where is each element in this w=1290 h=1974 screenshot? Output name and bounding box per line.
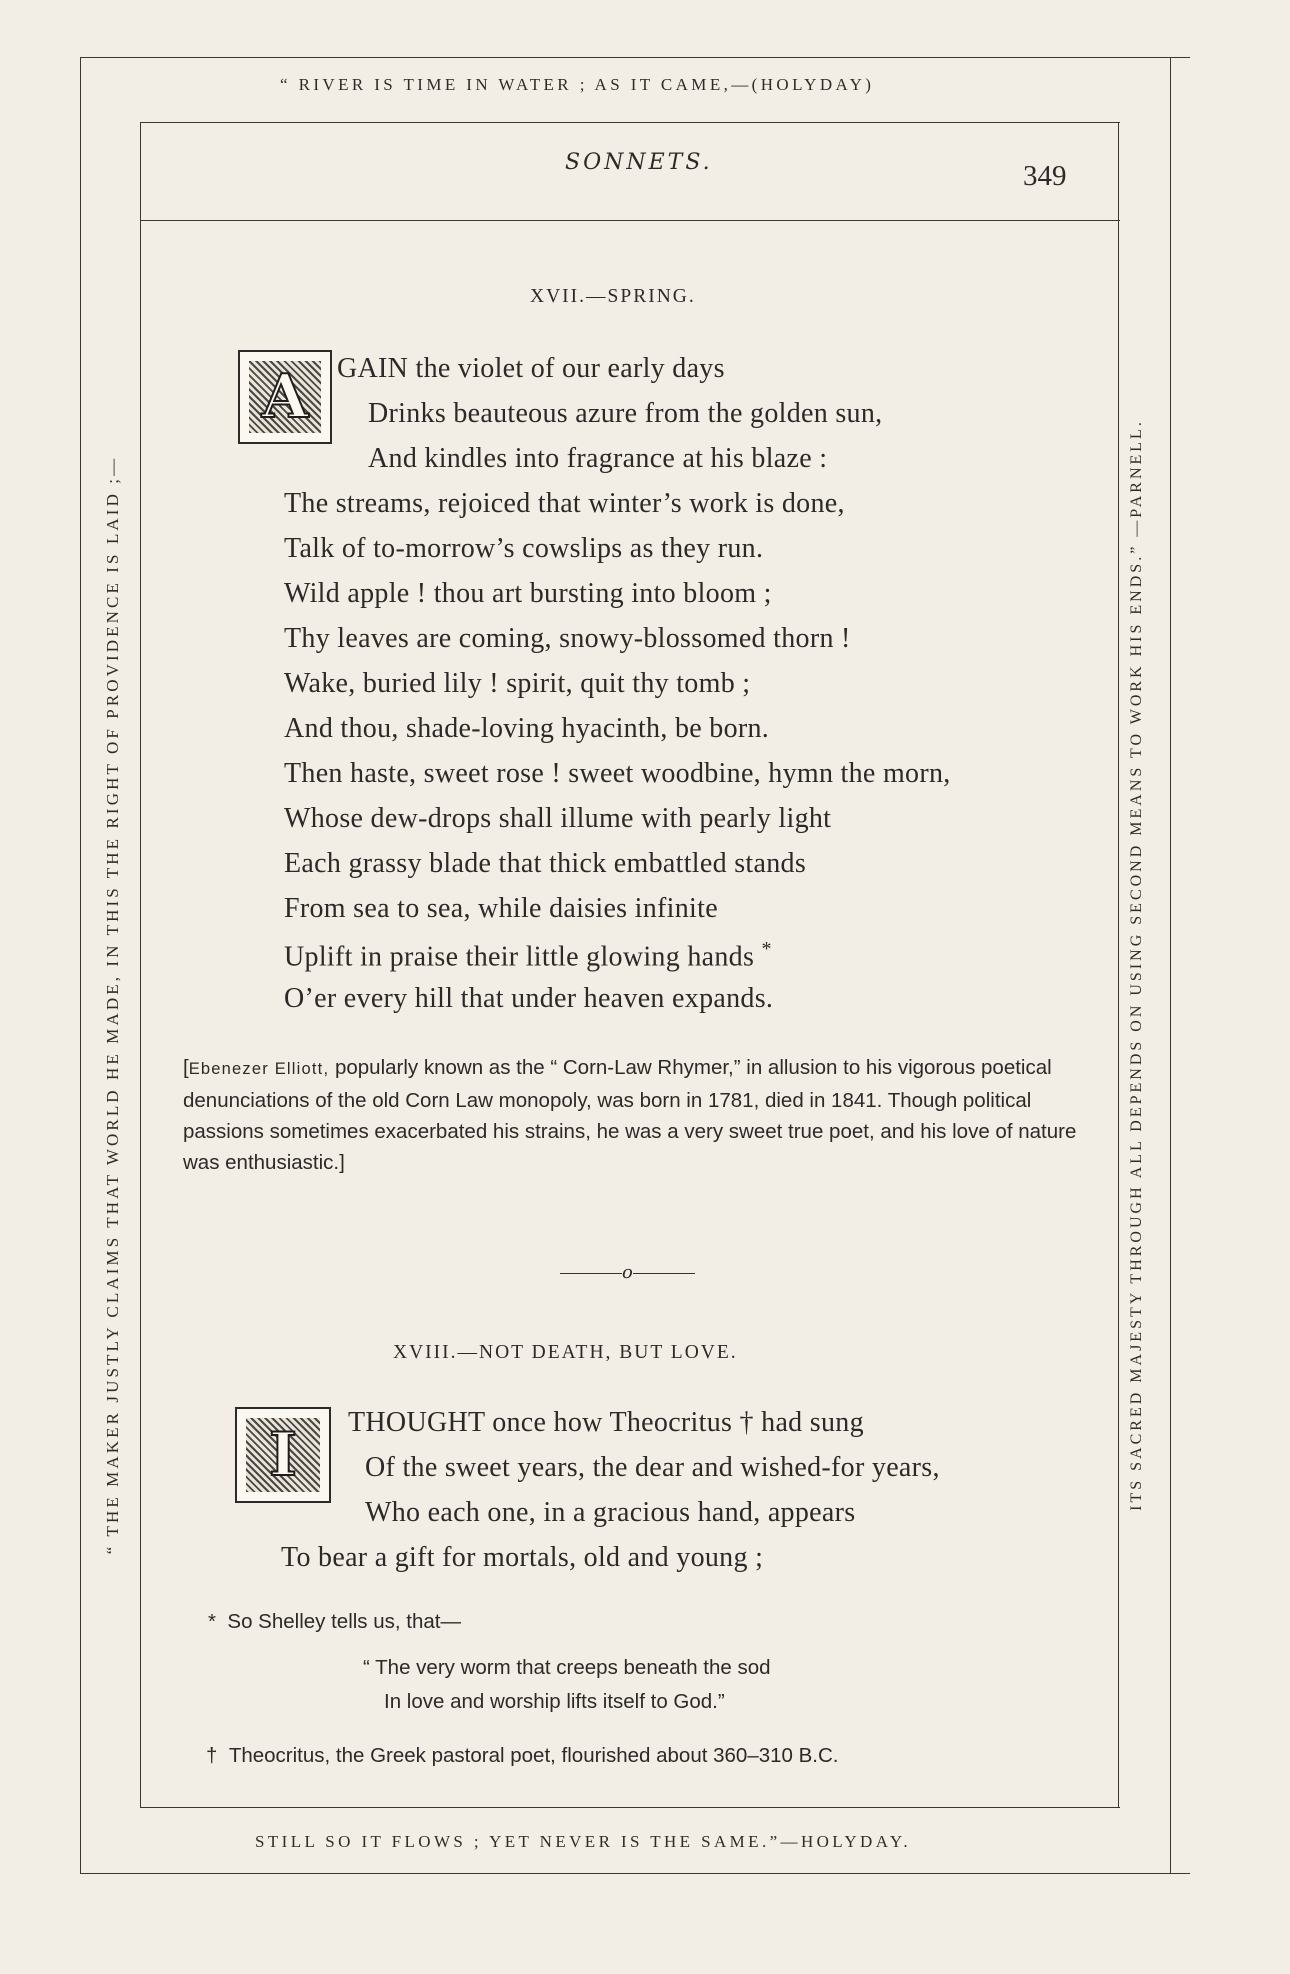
separator-mark: o [622,1262,633,1283]
inner-left-rule [140,122,141,1807]
dropcap-a-ornament [238,350,332,444]
poem2-line-end: had sung [753,1407,864,1438]
outer-bottom-rule [80,1873,1190,1874]
footnote-dagger-mark: † [739,1407,754,1438]
poem1-line: Wild apple ! thou art bursting into bloom ; [284,578,772,609]
poem2-line-text: THOUGHT once how Theocritus [348,1407,733,1438]
poem1-line: And thou, shade-loving hyacinth, be born. [284,713,770,744]
dropcap-i-ornament [235,1407,331,1503]
poem1-line-with-mark [284,938,772,973]
poem1-line: From sea to sea, while daisies infinite [284,893,718,924]
separator-rule-right [633,1273,695,1274]
poem1-title: XVII.—SPRING. [530,286,696,307]
note-author: Ebenezer Elliott, [188,1060,330,1078]
inner-bottom-rule [140,1807,1120,1808]
right-border-motto: ITS SACRED MAJESTY THROUGH ALL DEPENDS ON USING SECOND MEANS TO WORK HIS ENDS.” —PARNELL. [1128,419,1145,1511]
poem2-line: To bear a gift for mortals, old and young ; [281,1542,764,1573]
header-rule [140,220,1120,221]
poem1-line: O’er every hill that under heaven expands. [284,983,774,1014]
footnote-star-text: So Shelley tells us, that— [227,1610,461,1633]
poem1-line: The streams, rejoiced that winter’s work is done, [284,488,845,519]
top-border-motto: “ RIVER IS TIME IN WATER ; AS IT CAME,—(HOLYDAY) [280,75,875,94]
poem2-title: XVIII.—NOT DEATH, BUT LOVE. [393,1342,738,1363]
outer-top-rule [80,57,1190,58]
poem1-line: Talk of to-morrow’s cowslips as they run. [284,533,764,564]
left-border-motto: “ THE MAKER JUSTLY CLAIMS THAT WORLD HE MADE, IN THIS THE RIGHT OF PROVIDENCE IS LAID ;— [103,455,122,1555]
author-note [183,1052,1083,1178]
poem1-line: GAIN the violet of our early days [337,353,725,384]
poem1-line: Drinks beauteous azure from the golden sun, [368,398,883,429]
separator-rule-left [560,1273,622,1274]
footnote-quote-line: “ The very worm that creeps beneath the sod [363,1656,771,1679]
note-open-bracket: [ [183,1056,189,1079]
poem1-line: Wake, buried lily ! spirit, quit thy tomb ; [284,668,751,699]
poem2-line: Of the sweet years, the dear and wished-for years, [365,1452,940,1483]
outer-left-rule [80,57,81,1873]
poem1-line: Then haste, sweet rose ! sweet woodbine, hymn the morn, [284,758,951,789]
dropcap-letter: A [261,362,309,432]
footnote-quote-line: In love and worship lifts itself to God.” [384,1690,725,1713]
poem2-line-with-mark [348,1407,864,1439]
footnote-star-mark: * [761,938,772,960]
poem1-line: Thy leaves are coming, snowy-blossomed thorn ! [284,623,851,654]
poem1-line: Each grassy blade that thick embattled stands [284,848,807,879]
outer-right-rule [1170,57,1171,1873]
dropcap-letter: I [268,1420,298,1490]
inner-right-rule [1118,122,1119,1807]
footnote-dagger-text: Theocritus, the Greek pastoral poet, flourished about 360–310 B.C. [228,1744,839,1767]
footnote-dagger [206,1744,839,1768]
page-number: 349 [1023,160,1067,192]
inner-top-rule [140,122,1120,123]
note-text: popularly known as the “ Corn-Law Rhymer,” in allusion to his vigorous poetical denunciations of the old Corn Law monopoly, was born in 1781, died in 1841. Though political passions sometimes exacerbated his strains, he was a very sweet true poet, and his love of nature was enthusiastic.] [183,1056,1077,1174]
poem1-line: Whose dew-drops shall illume with pearly light [284,803,832,834]
poem1-line-text: Uplift in praise their little glowing hands [284,941,755,973]
footnote-star [208,1610,461,1634]
section-separator [560,1262,695,1283]
footnote-star-symbol: * [208,1610,216,1633]
poem1-line: And kindles into fragrance at his blaze : [368,443,828,474]
poem2-line: Who each one, in a gracious hand, appears [365,1497,856,1528]
running-head: SONNETS. [565,150,713,175]
footnote-dagger-symbol: † [206,1744,218,1767]
bottom-border-motto: STILL SO IT FLOWS ; YET NEVER IS THE SAME.”—HOLYDAY. [255,1832,911,1851]
